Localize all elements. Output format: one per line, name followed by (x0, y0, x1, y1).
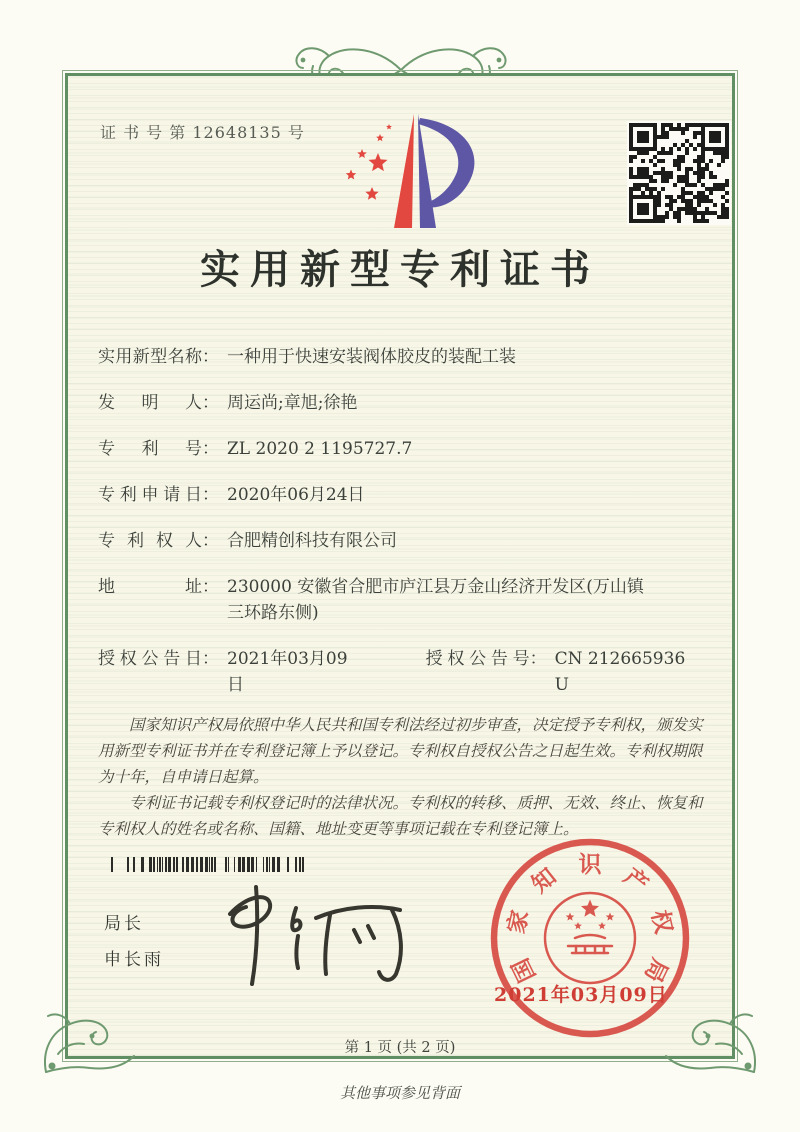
grant-number-label: 授权公告号 (425, 649, 530, 669)
logo-red-wedge (394, 114, 414, 228)
grant-number-value: CN 212665936 U (554, 649, 686, 695)
svg-text:知: 知 (526, 862, 562, 899)
logo-stars (346, 124, 392, 200)
grant-row: 授权公告日 ： 2021年03月09日 授权公告号 ： CN 212665936 U (98, 646, 704, 698)
director-title: 局长 (104, 914, 144, 934)
legal-paragraph-1: 国家知识产权局依照中华人民共和国专利法经过初步审查，决定授予专利权，颁发实用新型专利证书并在专利登记簿上予以登记。专利权自授权公告之日起生效。专利权期限为十年，自申请日起算。 (98, 716, 703, 786)
svg-text:国: 国 (506, 953, 542, 987)
field-value: 合肥精创科技有限公司 (227, 531, 397, 551)
field-row-utility-model-name: 实用新型名称 ： 一种用于快速安装阀体胶皮的装配工装 (98, 344, 704, 370)
bottom-right-corner-ornament (660, 1008, 760, 1078)
legal-paragraphs (98, 712, 704, 842)
director-block (104, 906, 164, 978)
field-row-address: 地址 ： 230000 安徽省合肥市庐江县万金山经济开发区(万山镇三环路东侧) (98, 574, 704, 626)
field-label: 发明人 (98, 393, 202, 413)
svg-text:权: 权 (646, 907, 678, 937)
certificate-body (98, 344, 704, 842)
field-value: 2020年06月24日 (227, 485, 365, 505)
field-row-inventors: 发明人 ： 周运尚;章旭;徐艳 (98, 390, 704, 416)
director-name: 申长雨 (104, 950, 164, 970)
signature-icon (212, 882, 412, 990)
field-row-filing-date: 专利申请日 ： 2020年06月24日 (98, 482, 704, 508)
field-value: 230000 安徽省合肥市庐江县万金山经济开发区(万山镇三环路东侧) (227, 577, 644, 623)
svg-text:局: 局 (638, 953, 674, 987)
field-label: 专利申请日 (98, 485, 202, 505)
field-label: 专利号 (98, 439, 202, 459)
field-row-patentee: 专利权人 ： 合肥精创科技有限公司 (98, 528, 704, 554)
barcode-icon (110, 857, 310, 872)
bottom-left-corner-ornament (40, 1008, 140, 1078)
svg-text:家: 家 (502, 907, 534, 937)
certificate-title: 实用新型专利证书 (200, 246, 600, 293)
legal-paragraph-2: 专利证书记载专利权登记时的法律状况。专利权的转移、质押、无效、终止、恢复和专利权人的姓名或名称、国籍、地址变更等事项记载在专利登记簿上。 (98, 794, 703, 838)
grant-date-value: 2021年03月09日 (227, 649, 348, 695)
field-value: ZL 2020 2 1195727.7 (227, 439, 413, 459)
field-label: 专利权人 (98, 531, 202, 551)
seal-ring-text (503, 851, 678, 986)
national-emblem-icon (545, 893, 635, 983)
field-value: 一种用于快速安装阀体胶皮的装配工装 (227, 347, 516, 367)
certificate-number: 证 书 号 第 12648135 号 (100, 123, 305, 142)
back-side-note: 其他事项参见背面 (339, 1084, 460, 1102)
seal-date: 2021年03月09日 (494, 984, 668, 1006)
field-row-patent-number: 专利号 ： ZL 2020 2 1195727.7 (98, 436, 704, 462)
field-label: 地址 (98, 577, 202, 597)
qr-code-icon (627, 121, 731, 225)
logo-blue-wedge (418, 114, 436, 228)
field-value: 周运尚;章旭;徐艳 (227, 393, 358, 413)
page-number: 第 1 页 (共 2 页) (344, 1040, 456, 1056)
grant-date-label: 授权公告日 (98, 649, 202, 669)
cnipa-logo-icon (330, 106, 515, 238)
svg-text:产: 产 (618, 862, 654, 899)
field-label: 实用新型名称 (98, 347, 202, 367)
svg-text:识: 识 (578, 851, 602, 878)
